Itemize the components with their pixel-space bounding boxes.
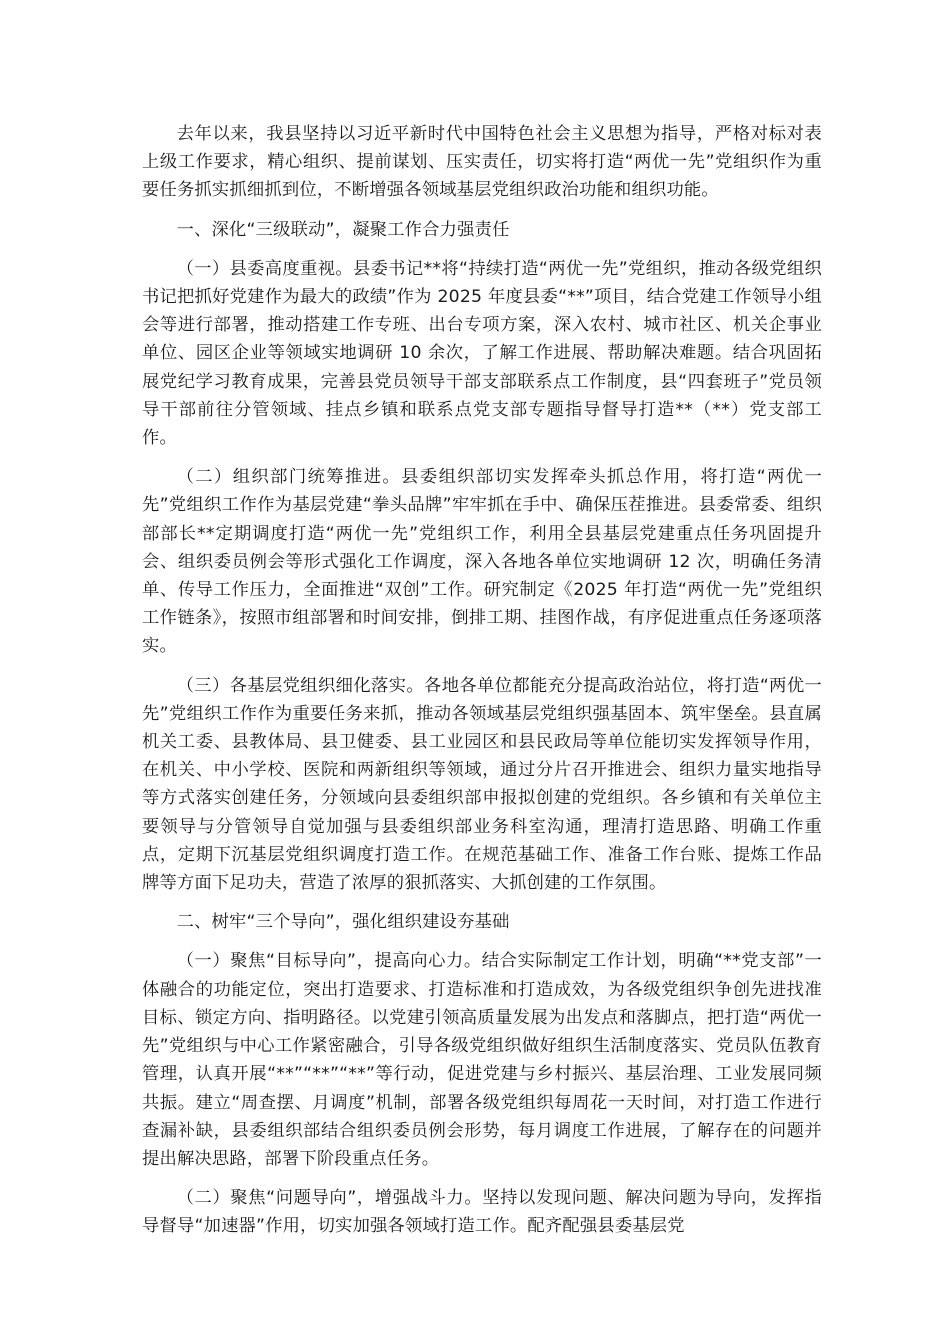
section-heading-2: 二、树牢“三个导向”，强化组织建设夯基础 [176,912,510,933]
paragraph-2-1: （一）聚焦“目标导向”，提高向心力。结合实际制定工作计划，明确“**党支部”一体融合的功能定位，突出打造要求、打造标准和打造成效，为各级党组织争创先进找准目标、锁定方向、指明路径。以党建引领高质量发展为出发点和落脚点，把打造“两优一先”党组织与中心工作紧密融合，引导各级党组织做好组织生活制度落实、党员队伍教育管理，认真开展“**”“**”“**”等行动，促进党建与乡村振兴、基层治理、工业发展同频共振。建立“周查摆、月调度”机制，部署各级党组织每周花一天时间，对打造工作进行查漏补缺，县委组织部结合组织委员例会形势，每月调度工作进展，了解存在的问题并提出解决思路，部署下阶段重点任务。 [142,951,822,1169]
document-body [142,120,822,1252]
paragraph-2-2: （二）聚焦“问题导向”，增强战斗力。坚持以发现问题、解决问题为导向，发挥指导督导“加速器”作用，切实加强各领域打造工作。配齐配强县委基层党 [142,1188,822,1237]
section-heading-1: 一、深化“三级联动”，凝聚工作合力强责任 [176,219,510,240]
paragraph-1-1: （一）县委高度重视。县委书记**将“持续打造“两优一先”党组织，推动各级党组织书记把抓好党建作为最大的政绩”作为 2025 年度县委“**”项目，结合党建工作领导小组会等进行部署，推动搭建工作专班、出台专项方案，深入农村、城市社区、机关企事业单位、园区企业等领域实地调研 10 余次，了解工作进展、帮助解决难题。结合巩固拓展党纪学习教育成果，完善县党员领导干部支部联系点工作制度，县“四套班子”党员领导干部前往分管领域、挂点乡镇和联系点党支部专题指导督导打造**（**）党支部工作。 [142,258,822,449]
paragraph-1-2: （二）组织部门统筹推进。县委组织部切实发挥牵头抓总作用，将打造“两优一先”党组织工作作为基层党建“拳头品牌”牢牢抓在手中、确保压茬推进。县委常委、组织部部长**定期调度打造“两优一先”党组织工作，利用全县基层党建重点任务巩固提升会、组织委员例会等形式强化工作调度，深入各地各单位实地调研 12 次，明确任务清单、传导工作压力，全面推进“双创”工作。研究制定《2025 年打造“两优一先”党组织工作链条》，按照市组部署和时间安排，倒排工期、挂图作战，有序促进重点任务逐项落实。 [142,467,822,657]
paragraph-1-3: （三）各基层党组织细化落实。各地各单位都能充分提高政治站位，将打造“两优一先”党组织工作作为重要任务来抓，推动各领域基层党组织强基固本、筑牢堡垒。县直属机关工委、县教体局、县卫健委、县工业园区和县民政局等单位能切实发挥领导作用，在机关、中小学校、医院和两新组织等领域，通过分片召开推进会、组织力量实地指导等方式落实创建任务，分领域向县委组织部申报拟创建的党组织。各乡镇和有关单位主要领导与分管领导自觉加强与县委组织部业务科室沟通，理清打造思路、明确工作重点，定期下沉基层党组织调度打造工作。在规范基础工作、准备工作台账、提炼工作品牌等方面下足功夫，营造了浓厚的狠抓落实、大抓创建的工作氛围。 [142,675,822,894]
intro-paragraph: 去年以来，我县坚持以习近平新时代中国特色社会主义思想为指导，严格对标对表上级工作要求，精心组织、提前谋划、压实责任，切实将打造“两优一先”党组织作为重要任务抓实抓细抓到位，不断增强各领域基层党组织政治功能和组织功能。 [142,124,822,201]
